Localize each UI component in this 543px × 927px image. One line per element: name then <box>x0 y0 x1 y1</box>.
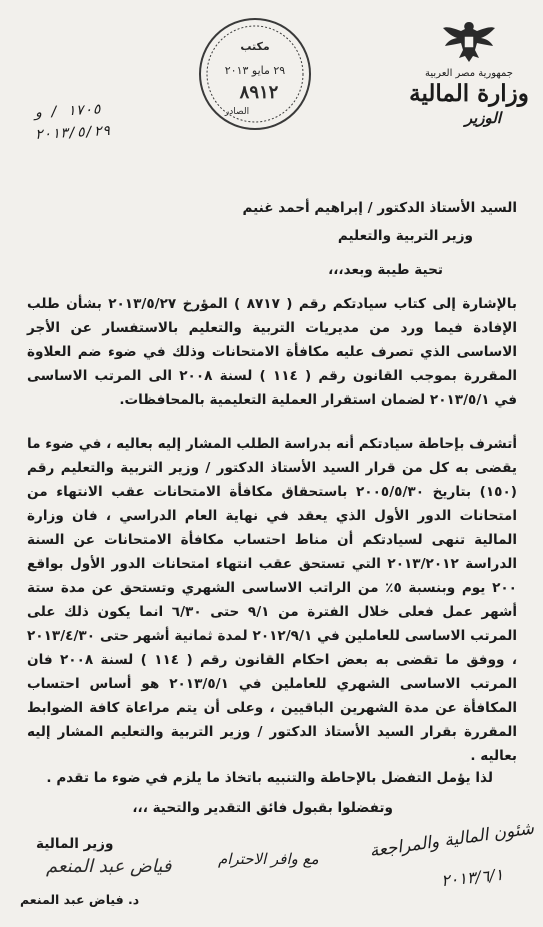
handwritten-note-date: ٢٠١٣/٦/١ <box>439 864 504 891</box>
request-line: لذا يؤمل التفضل بالإحاطة والتنبيه باتخاذ ما يلزم في ضوء ما تقدم . <box>46 770 493 786</box>
reference-date: ٢٠١٣/٥/٢٩ <box>34 123 111 143</box>
country-name: جمهورية مصر العربية <box>425 68 513 79</box>
addressee-title: وزير التربية والتعليم <box>337 228 473 244</box>
signatory-title: وزير المالية <box>36 836 114 852</box>
eagle-emblem-icon <box>441 18 497 66</box>
office-stamp <box>197 16 313 132</box>
office-title: الوزير <box>464 109 501 127</box>
closing-line: وتفضلوا بقبول فائق التقدير والتحية ،،، <box>132 800 393 816</box>
greeting: تحية طيبة وبعد،،، <box>328 262 443 278</box>
body-paragraph-2: أتشرف بإحاطة سيادتكم أنه بدراسة الطلب المشار إليه بعاليه ، في ضوء ما يقضى به كل من قرار السيد الأستاذ الدكتور / وزير التربية والتعليم رقم (١٥٠) بتاريخ ٢٠٠٥/٥/٣٠ باستحقاق مكافأة الامتحانات عقب الانتهاء من امتحانات الدور الأول الذي يعقد في نهاية العام الدراسي ، فان وزارة المالية تنهى لسيادتكم أن مناط احتساب مكافأة الامتحانات عن السنة الدراسة ٢٠١٣/٢٠١٢ التي تستحق عقب انتهاء امتحانات الدور الأول بواقع ٢٠٠ يوم وبنسبة ٥٪ من الراتب الاساسى الشهري وتستحق عن مدة ستة أشهر عمل فعلى خلال الفترة من ٩/١ حتى ٦/٣٠ انما يكون ذلك على المرتب الاساسى للعاملين في ٢٠١٢/٩/١ لمدة ثمانية أشهر حتى ٢٠١٣/٤/٣٠ ، ووفق ما تقضى به بعض احكام القانون رقم ( ١١٤ ) لسنة ٢٠٠٨ فان المرتب الاساسى الشهري للعاملين في ٢٠١٣/٥/١ هو أساس احتساب المكافأة عن مدة الشهرين الباقيين ، وعلى أن يتم مراعاة كافة الضوابط المقررة بقرار السيد الأستاذ الدكتور / وزير التربية والتعليم المشار إليه بعاليه . <box>27 436 518 764</box>
letterhead <box>409 18 529 127</box>
handwritten-note-middle: مع وافر الاحترام <box>218 850 319 868</box>
stamp-number-text: ٨٩١٢ <box>239 82 279 103</box>
handwritten-signature: فياض عبد المنعم <box>46 856 172 877</box>
stamp-label-text: الصادر <box>224 107 250 117</box>
reference-number: ١٧٠٥ / و <box>33 101 102 121</box>
signatory-name: د. فياض عبد المنعم <box>20 892 140 907</box>
addressee-name: السيد الأستاذ الدكتور / إبراهيم أحمد غنيم <box>242 200 517 216</box>
stamp-office-text: مكتب <box>240 40 270 53</box>
ministry-name: وزارة المالية <box>409 80 529 107</box>
body-paragraph-1: بالإشارة إلى كتاب سيادتكم رقم ( ٨٧١٧ ) المؤرخ ٢٠١٣/٥/٢٧ بشأن طلب الإفادة فيما ورد من مديريات التربية والتعليم بالاستفسار عن الأجر الاساسى الذي تصرف عليه مكافأة الامتحانات وذلك في ضوء ضم العلاوة المقررة بموجب القانون رقم ( ١١٤ ) لسنة ٢٠٠٨ الى المرتب الاساسى في ٢٠١٣/٥/١ لضمان استقرار العملية التعليمية بالمحافظات. <box>27 296 518 408</box>
handwritten-note-right: شئون المالية والمراجعة <box>368 818 536 862</box>
stamp-date-text: ٢٩ مايو ٢٠١٣ <box>224 64 286 77</box>
reference-number-block <box>33 98 111 146</box>
